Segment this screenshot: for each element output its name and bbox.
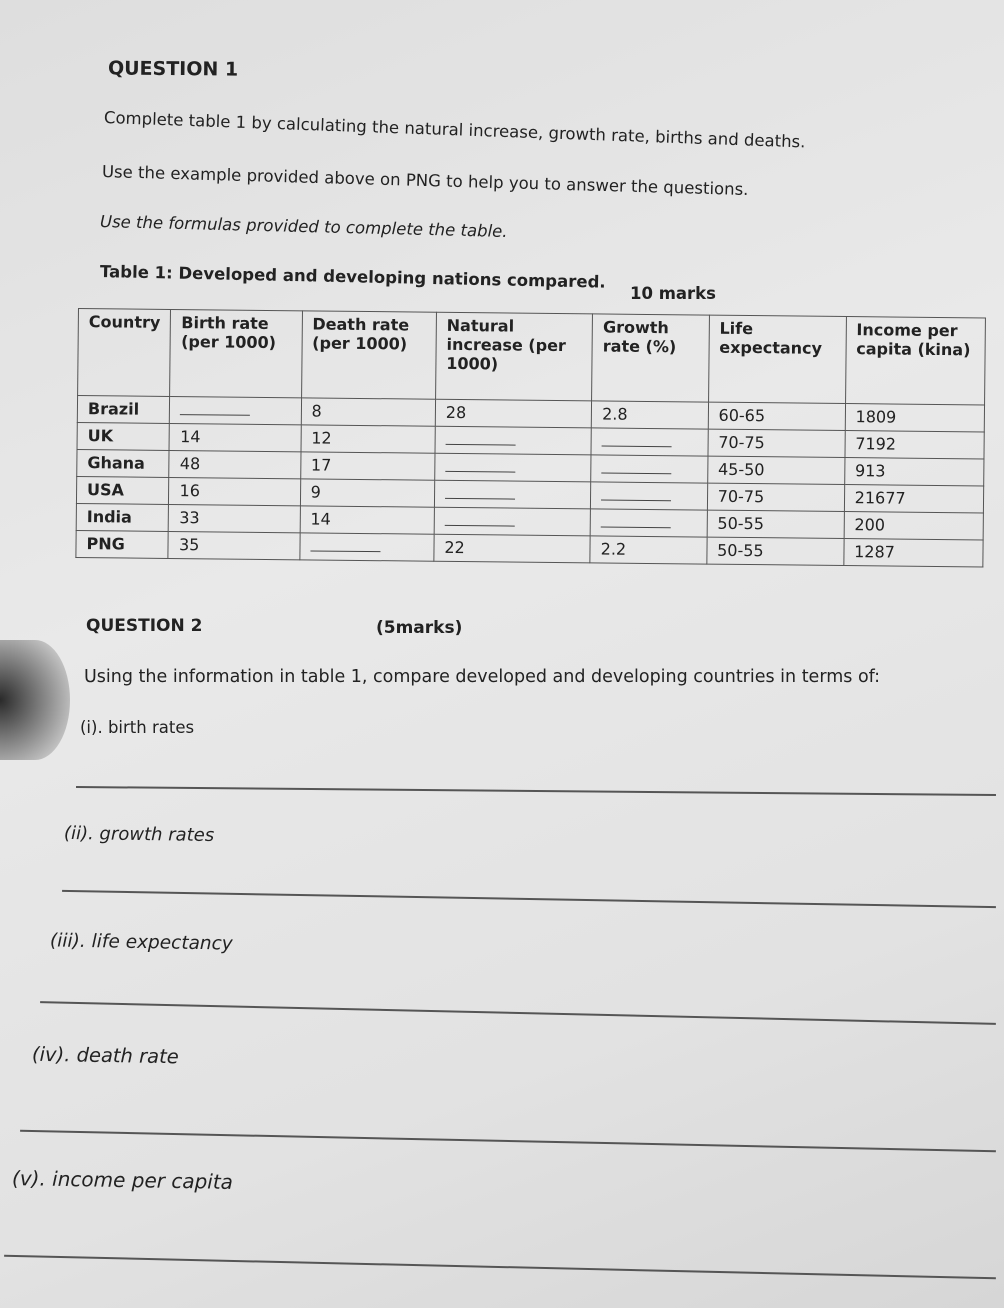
column-header: Income per capita (kina) [845, 317, 985, 405]
column-header: Country [78, 309, 171, 397]
answer-line-5[interactable] [4, 1255, 996, 1279]
header-row [78, 309, 986, 405]
blank-answer-cell[interactable] [170, 396, 301, 424]
answer-blank[interactable] [601, 485, 671, 501]
table-cell: PNG [76, 530, 169, 558]
table-cell: Brazil [77, 396, 170, 424]
table-cell: UK [77, 422, 170, 450]
table-cell: 17 [300, 452, 435, 480]
table-cell: 14 [300, 506, 435, 534]
blank-answer-cell[interactable] [591, 455, 708, 483]
table-cell: USA [76, 476, 169, 504]
column-header: Growth rate (%) [592, 314, 709, 402]
table-cell: 7192 [845, 431, 985, 459]
table-cell: 9 [300, 479, 435, 507]
blank-answer-cell[interactable] [434, 480, 591, 509]
answer-blank[interactable] [445, 511, 515, 527]
table-cell: 1809 [845, 404, 985, 432]
answer-blank[interactable] [445, 430, 515, 446]
table-cell: 70-75 [707, 483, 844, 511]
instruction-2: Use the example provided above on PNG to help you to answer the questions. [101, 162, 749, 200]
blank-answer-cell[interactable] [435, 453, 592, 482]
question-2-prompt: Using the information in table 1, compare developed and developing countries in terms of: [84, 667, 881, 687]
answer-blank[interactable] [602, 431, 672, 447]
table-cell: Ghana [77, 449, 170, 477]
answer-line-1[interactable] [76, 786, 996, 796]
question-2-title: QUESTION 2 [86, 616, 203, 636]
answer-blank[interactable] [445, 484, 515, 500]
column-header: Natural increase (per 1000) [435, 312, 592, 401]
answer-blank[interactable] [180, 400, 250, 416]
table-cell: 33 [169, 504, 300, 532]
table-cell: 45-50 [707, 456, 844, 484]
table-caption: Table 1: Developed and developing nations compared. [99, 262, 606, 292]
table-cell: 200 [844, 512, 984, 540]
table-cell: India [76, 503, 169, 531]
table-cell: 1287 [844, 539, 984, 567]
answer-line-4[interactable] [20, 1130, 996, 1152]
table-cell: 35 [168, 531, 299, 559]
answer-blank[interactable] [601, 512, 671, 528]
table-cell: 70-75 [708, 429, 845, 457]
table-cell: 60-65 [708, 402, 845, 430]
table-cell: 22 [434, 534, 591, 563]
photo-shadow [0, 640, 70, 760]
item-income-per-capita: (v). income per capita [11, 1166, 234, 1194]
instruction-3: Use the formulas provided to complete the table. [99, 212, 508, 241]
item-death-rate: (iv). death rate [31, 1042, 179, 1069]
answer-blank[interactable] [445, 457, 515, 473]
table-cell: 50-55 [707, 537, 844, 565]
blank-answer-cell[interactable] [591, 482, 708, 510]
table-cell: 2.8 [591, 401, 708, 429]
question-2-marks: (5marks) [376, 618, 463, 638]
column-header: Birth rate (per 1000) [170, 309, 302, 397]
item-growth-rates: (ii). growth rates [63, 822, 215, 847]
table-cell: 14 [169, 423, 300, 451]
item-life-expectancy: (iii). life expectancy [49, 930, 233, 955]
answer-blank[interactable] [601, 458, 671, 474]
table-cell: 16 [169, 477, 300, 505]
answer-line-3[interactable] [40, 1001, 996, 1024]
question-1-title: QUESTION 1 [107, 57, 239, 81]
blank-answer-cell[interactable] [434, 507, 591, 536]
answer-line-2[interactable] [62, 890, 996, 908]
table-cell: 28 [435, 399, 592, 428]
table-marks: 10 marks [630, 284, 716, 303]
table-cell: 913 [844, 458, 984, 486]
blank-answer-cell[interactable] [591, 428, 708, 456]
blank-answer-cell[interactable] [590, 509, 707, 537]
table-1 [75, 308, 986, 567]
column-header: Death rate (per 1000) [301, 311, 436, 399]
instruction-1: Complete table 1 by calculating the natural increase, growth rate, births and deaths. [103, 108, 806, 152]
item-birth-rates: (i). birth rates [80, 718, 195, 737]
answer-blank[interactable] [310, 536, 380, 552]
table-cell: 48 [169, 450, 300, 478]
table-cell: 8 [301, 398, 436, 426]
table-cell: 12 [301, 425, 436, 453]
blank-answer-cell[interactable] [435, 426, 592, 455]
column-header: Life expectancy [708, 315, 846, 403]
table-cell: 21677 [844, 485, 984, 513]
table-cell: 2.2 [590, 536, 707, 564]
table-cell: 50-55 [707, 510, 844, 538]
blank-answer-cell[interactable] [299, 533, 434, 561]
